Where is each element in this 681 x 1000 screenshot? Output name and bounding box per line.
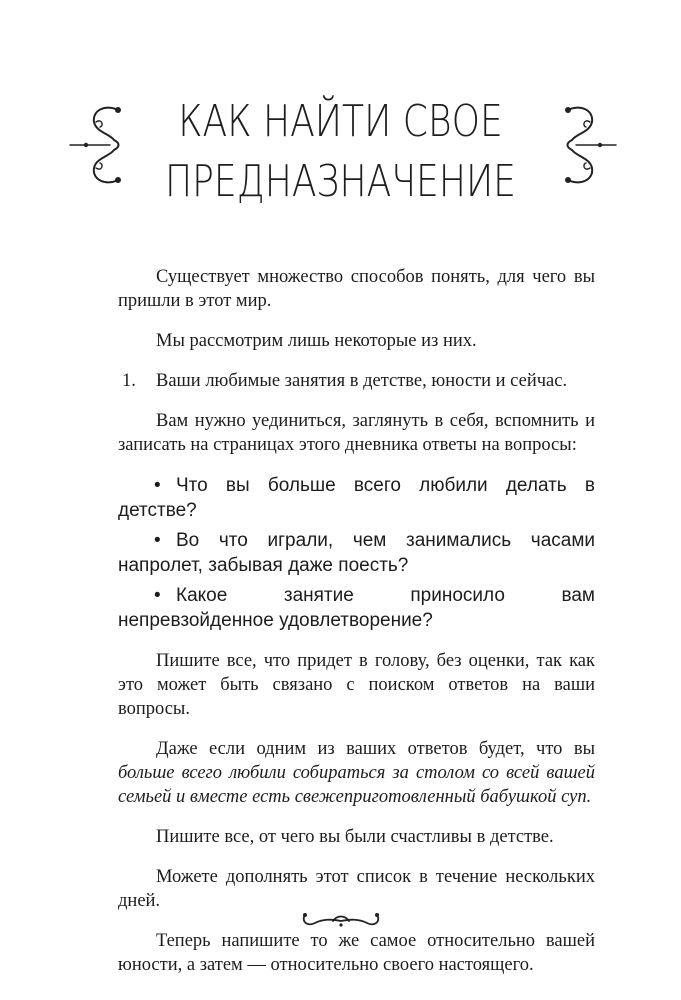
list-item: • Что вы больше всего любили делать в детстве? (118, 475, 595, 521)
paragraph-even-if: Даже если одним из ваших ответов будет, что вы больше всего любили собираться за столом со всей вашей семьей и вместе есть свежеприготовленный бабушкой суп. (118, 739, 595, 807)
paragraph-consider: Мы рассмотрим лишь некоторые из них. (156, 331, 477, 351)
numbered-item-1 (118, 369, 595, 393)
page-title-line-2: ПРЕДНАЗНАЧЕНИЕ (165, 156, 516, 207)
bullet-icon: • (154, 585, 161, 606)
question-list (118, 473, 595, 633)
list-item: • Во что играли, чем занимались часами напролет, забывая даже поесть? (118, 530, 595, 576)
paragraph-write-everything: Пишите все, что придет в голову, без оценки, так как это может быть связано с поиском ответов на ваши вопросы. (118, 651, 595, 719)
paragraph-intro: Существует множество способов понять, для чего вы пришли в этот мир. (118, 267, 595, 311)
paragraph-instructions: Вам нужно уединиться, заглянуть в себя, вспомнить и записать на страницах этого дневника ответы на вопросы: (118, 411, 595, 455)
italic-example: больше всего любили собираться за столом со всей вашей семьей и вместе есть свежеприготовленный бабушкой суп. (118, 763, 595, 807)
bullet-icon: • (154, 530, 161, 551)
bottom-flourish-ornament-icon (299, 905, 383, 935)
bullet-icon: • (154, 475, 161, 496)
page-title-line-1: КАК НАЙТИ СВОЕ (178, 96, 503, 147)
numbered-item-text: Ваши любимые занятия в детстве, юности и сейчас. (156, 371, 568, 391)
paragraph-extend-list: Можете дополнять этот список в течение нескольких дней. (118, 867, 595, 911)
numbered-item-number: 1. (122, 371, 136, 391)
page-body (118, 265, 595, 993)
paragraph-youth-present: Теперь напишите то же самое относительно вашей юности, а затем — относительно своего настоящего. (118, 931, 595, 975)
paragraph-happy-childhood: Пишите все, от чего вы были счастливы в детстве. (156, 827, 554, 847)
list-item: • Какое занятие приносило вам непревзойденное удовлетворение? (118, 585, 595, 631)
